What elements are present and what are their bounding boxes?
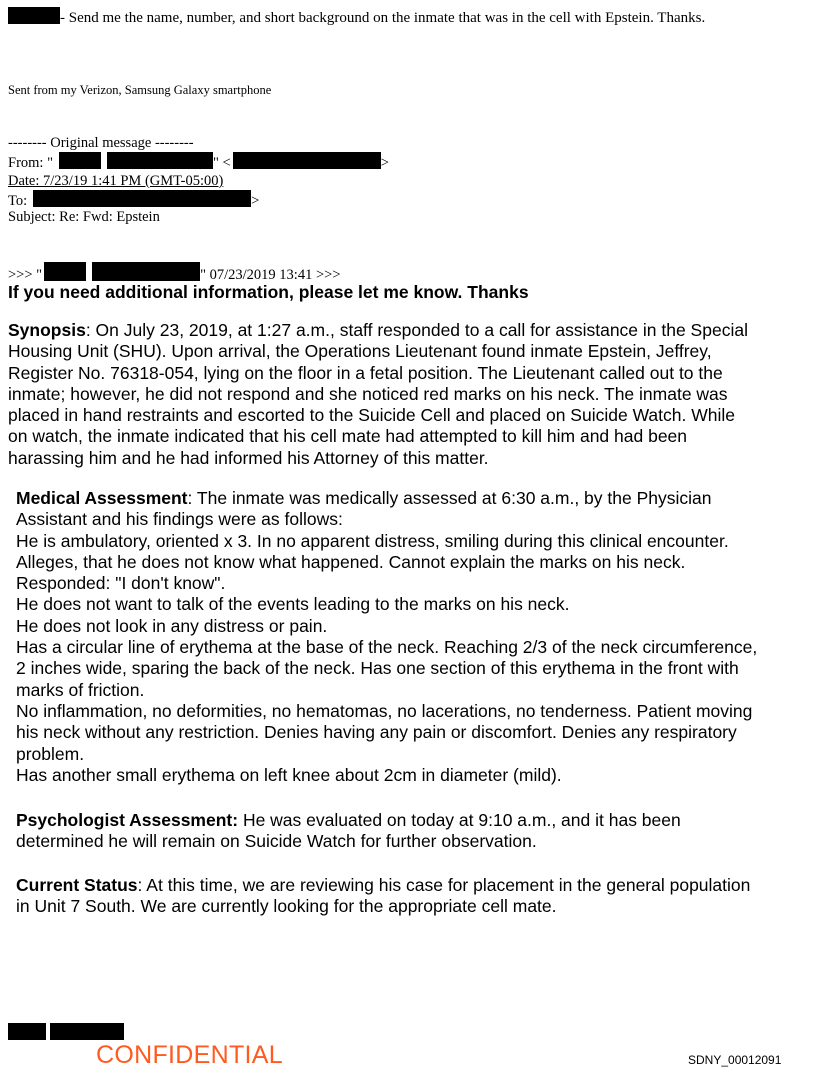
current-status-line: in Unit 7 South. We are currently looking for the appropriate cell mate. [16,896,557,917]
bates-number: SDNY_00012091 [688,1053,782,1067]
from-mid: " < [213,155,231,171]
synopsis-section [8,320,748,469]
medical-line: He does not look in any distress or pain. [16,615,328,636]
psychologist-line: determined he will remain on Suicide Watch for further observation. [16,831,537,852]
synopsis-line: Synopsis: On July 23, 2019, at 1:27 a.m., staff responded to a call for assistance in the Special [8,320,748,340]
redaction-box [8,1023,46,1040]
header-date [8,173,223,190]
current-status-section [16,875,750,918]
medical-line: his neck without any restriction. Denies having any pain or discomfort. Denies any respiratory [16,722,737,743]
redaction-box [33,190,251,207]
medical-label: Medical Assessment [16,488,188,508]
confidential-stamp: CONFIDENTIAL [96,1041,283,1069]
forward-suffix: " 07/23/2019 13:41 >>> [200,267,341,283]
medical-line: Medical Assessment: The inmate was medically assessed at 6:30 a.m., by the Physician [16,488,712,508]
medical-line: Has a circular line of erythema at the base of the neck. Reaching 2/3 of the neck circumference, [16,637,758,658]
redaction-box [233,152,381,169]
medical-line: 2 inches wide, sparing the back of the neck. Has one section of this erythema in the front with [16,658,739,679]
header-from [8,152,389,172]
forward-line [8,262,341,284]
medical-line: marks of friction. [16,679,145,700]
header-to [8,190,259,210]
lead-sentence: If you need additional information, please let me know. Thanks [8,282,529,302]
request-text: - Send me the name, number, and short background on the inmate that was in the cell with Epstein. Thanks. [60,10,706,26]
synopsis-line: inmate; however, he did not respond and she noticed red marks on his neck. The inmate was [8,383,728,404]
from-end: > [380,155,389,171]
redaction-box [44,262,86,281]
current-status-line: Current Status: At this time, we are reviewing his case for placement in the general population [16,875,751,895]
synopsis-line: placed in hand restraints and escorted to the Suicide Cell and placed on Suicide Watch. While [8,405,735,426]
medical-line: No inflammation, no deformities, no hematomas, no lacerations, no tenderness. Patient moving [16,700,753,721]
medical-line: He is ambulatory, oriented x 3. In no apparent distress, smiling during this clinical encounter. [16,530,729,551]
synopsis-label: Synopsis [8,320,86,340]
redaction-box [92,262,200,281]
psychologist-label: Psychologist Assessment: [16,810,239,830]
forward-prefix: >>> " [8,267,43,283]
date-text: Date: 7/23/19 1:41 PM (GMT-05:00) [8,173,224,189]
redaction-box [107,152,213,169]
request-line [8,7,705,27]
to-end: > [251,193,260,209]
to-label: To: [8,193,28,209]
psychologist-assessment-section [16,810,681,853]
current-status-label: Current Status [16,875,138,895]
medical-line: He does not want to talk of the events leading to the marks on his neck. [16,594,570,615]
redaction-box [8,7,60,24]
medical-line: Assistant and his findings were as follows: [16,509,343,530]
synopsis-line: Housing Unit (SHU). Upon arrival, the Operations Lieutenant found inmate Epstein, Jeffrey, [8,341,712,362]
medical-line: Alleges, that he does not know what happened. Cannot explain the marks on his neck. [16,551,686,572]
medical-line: problem. [16,743,85,764]
synopsis-line: Register No. 76318-054, lying on the floor in a fetal position. The Lieutenant called out to the [8,362,723,383]
original-message-divider: -------- Original message -------- [8,135,194,151]
email-signature: Sent from my Verizon, Samsung Galaxy smartphone [8,83,272,97]
medical-assessment-section [16,488,757,786]
psychologist-line: Psychologist Assessment: He was evaluated on today at 9:10 a.m., and it has been [16,810,681,830]
redaction-box [50,1023,124,1040]
synopsis-line: on watch, the inmate indicated that his cell mate had attempted to kill him and had been [8,426,688,447]
header-subject: Subject: Re: Fwd: Epstein [8,209,160,225]
from-label: From: " [8,155,53,171]
synopsis-line: harassing him and he had informed his Attorney of this matter. [8,447,489,468]
medical-line: Responded: "I don't know". [16,573,226,594]
medical-line: Has another small erythema on left knee about 2cm in diameter (mild). [16,764,562,785]
redaction-box [59,152,101,169]
